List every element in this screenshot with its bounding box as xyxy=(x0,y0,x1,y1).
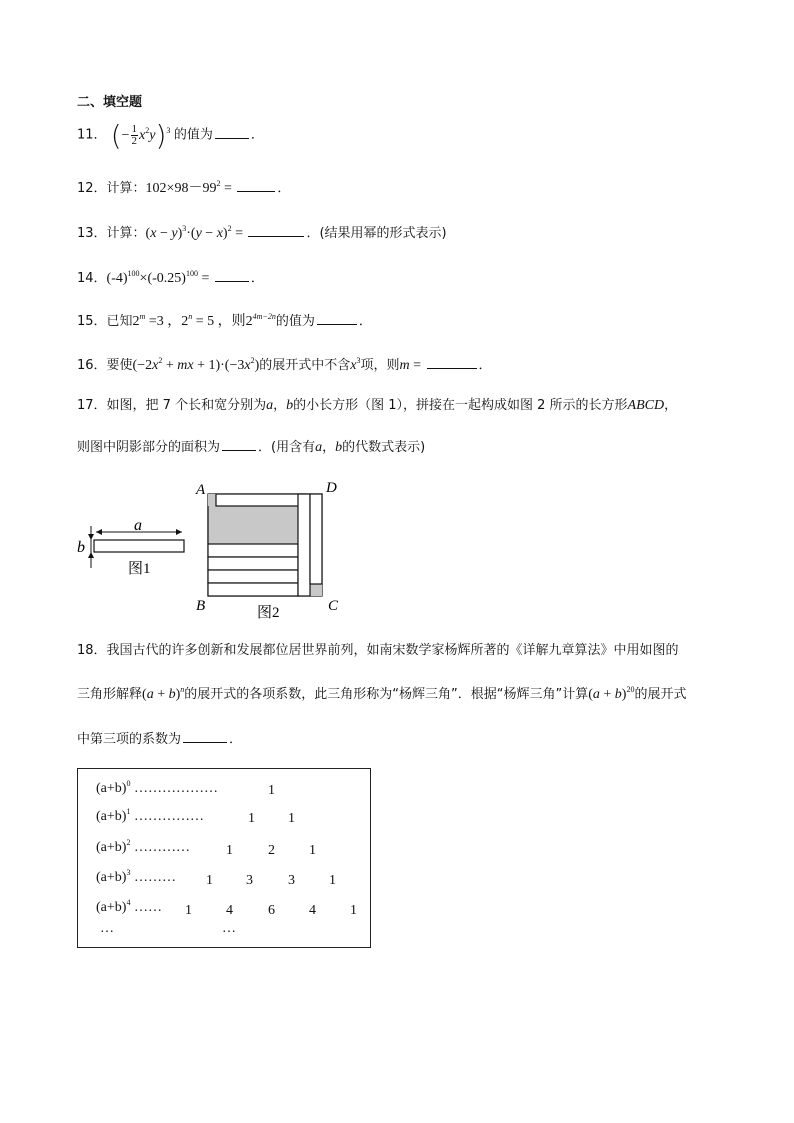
q12-expression: $102\times 98-99^2$ = xyxy=(145,179,236,196)
triangle-row-0: $(a+b)^0$ ……………… xyxy=(96,779,218,796)
question-17-line-1: 17．如图，把 7 个长和宽分别为a，b的小长方形（图 1），拼接在一起构成如图 2 所示的长方形ABCD， xyxy=(77,398,678,413)
answer-blank-18[interactable] xyxy=(183,730,227,743)
question-18-line-2: 三角形解释$(a + b)^n$的展开式的各项系数，此三角形称为“杨辉三角”．根据“杨辉三角”计算$(a + b)^{20}$的展开式 xyxy=(77,685,687,702)
yang-hui-triangle-box: $(a+b)^0$ ……………… 1 $(a+b)^1$ …………… 1 1 $(a+b)^2$ ………… 1 2 1 $(a+b)^3$ ……… 1 3 3 1 $(a+b)^4$ …… 1 4 6 4 1 … … xyxy=(77,768,371,948)
vertex-D: D xyxy=(326,480,337,496)
vertex-A: A xyxy=(196,482,206,498)
question-16: 16．要使($-2x^2$ + mx + $1)\cdot(-3x^2)$的展开式中不含$x^3$项，则m = ． xyxy=(77,356,492,373)
triangle-ellipsis-left: … xyxy=(100,921,114,936)
question-11: 11． (− $\frac{1}{2}$ $x^2y)^3$ 的值为 ． xyxy=(77,118,264,152)
fig1-label-a: a xyxy=(134,517,142,534)
question-14: 14．$(-4)^{100}\times(-0.25)^{100}$ = ． xyxy=(77,269,264,286)
q13-expression: $(x - y)^3\cdot(y - x)^2$ = xyxy=(145,224,247,241)
answer-blank-16[interactable] xyxy=(427,356,477,369)
question-18-line-1: 18．我国古代的许多创新和发展都位居世界前列，如南宋数学家杨辉所著的《详解九章算法》中用如图的 xyxy=(77,643,679,658)
question-15: 15．已知$2^m =3$ ，$2^n = 5$ ，则$2^{4m-2n}$的值为 ． xyxy=(77,312,372,329)
fig2-caption: 图2 xyxy=(257,605,280,621)
question-17-line-2: 则图中阴影部分的面积为 ．(用含有a，b的代数式表示) xyxy=(77,440,426,455)
question-18-line-3: 中第三项的系数为 ． xyxy=(77,732,243,747)
triangle-row-4: $(a+b)^4$ …… xyxy=(96,898,162,915)
q11-expression: (− $\frac{1}{2}$ $x^2y)^3$ xyxy=(110,118,171,152)
triangle-row-1: $(a+b)^1$ …………… xyxy=(96,807,204,824)
question-12: 12．计算：$102\times 98-99^2$ = ． xyxy=(77,179,291,196)
figure-rectangles xyxy=(70,476,360,626)
answer-blank-13[interactable] xyxy=(248,224,304,237)
q16-expression: ($-2x^2$ + mx + $1)\cdot(-3x^2)$ xyxy=(132,356,260,373)
q11-number: 11． xyxy=(77,127,107,143)
fig1-label-b: b xyxy=(77,539,85,556)
answer-blank-15[interactable] xyxy=(317,312,357,325)
triangle-ellipsis-mid: … xyxy=(222,921,236,936)
section-title: 二、填空题 xyxy=(77,95,143,110)
fig1-small-rectangle xyxy=(94,540,184,552)
answer-blank-14[interactable] xyxy=(215,269,249,282)
q14-expression: $(-4)^{100}\times(-0.25)^{100}$ = xyxy=(106,269,213,286)
answer-blank-12[interactable] xyxy=(237,179,275,192)
answer-blank-17[interactable] xyxy=(222,438,256,451)
question-13: 13．计算：$(x - y)^3\cdot(y - x)^2$ = ．(结果用幂的形式表示) xyxy=(77,224,447,241)
triangle-row-3: $(a+b)^3$ ……… xyxy=(96,868,176,885)
vertex-C: C xyxy=(328,598,339,614)
fig1-caption: 图1 xyxy=(128,561,151,577)
vertex-B: B xyxy=(196,598,206,614)
answer-blank-11[interactable] xyxy=(215,126,249,139)
triangle-row-2: $(a+b)^2$ ………… xyxy=(96,838,190,855)
